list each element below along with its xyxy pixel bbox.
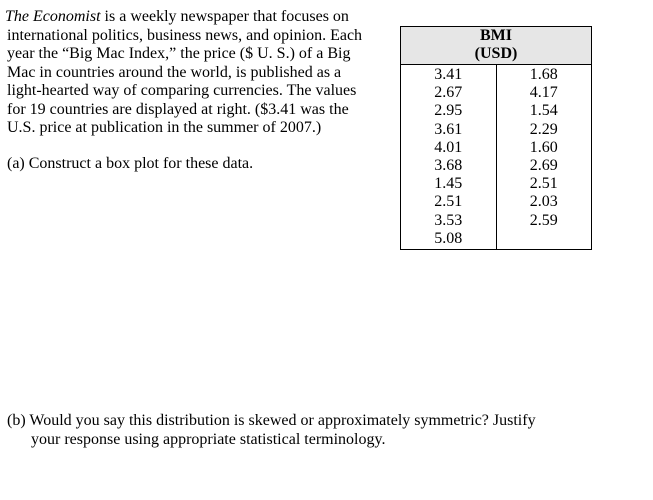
problem-intro xyxy=(5,8,385,138)
table-cell: 2.67 xyxy=(434,84,463,102)
publication-title: The Economist xyxy=(5,8,101,25)
table-cell: 2.59 xyxy=(529,211,558,229)
table-cell: 2.29 xyxy=(529,120,558,138)
table-column-1 xyxy=(401,65,497,249)
table-cell: 3.61 xyxy=(434,120,463,138)
intro-line-1 xyxy=(5,8,385,27)
intro-line-2: international politics, business news, and opinion. Each xyxy=(7,26,363,44)
bmi-data-table xyxy=(400,26,592,250)
table-cell: 2.51 xyxy=(529,175,558,193)
question-part-a: (a) Construct a box plot for these data. xyxy=(7,155,254,172)
table-cell: 3.41 xyxy=(434,66,463,83)
table-header-unit: (USD) xyxy=(474,45,518,62)
intro-line-7: U.S. price at publication in the summer of 2007.) xyxy=(7,119,322,136)
table-cell: 1.45 xyxy=(434,175,463,193)
table-cell: 2.95 xyxy=(434,102,463,120)
table-cell: 2.51 xyxy=(434,193,463,211)
table-body xyxy=(401,65,591,249)
intro-line-6: for 19 countries are displayed at right. ($3.41 was the xyxy=(7,100,349,118)
table-cell: 4.17 xyxy=(529,84,558,102)
table-cell: 2.03 xyxy=(529,193,558,211)
table-cell: 1.68 xyxy=(529,66,558,83)
intro-line-5: light-hearted way of comparing currencies. The values xyxy=(7,82,357,99)
table-cell: 2.69 xyxy=(529,156,558,174)
table-cell: 5.08 xyxy=(434,229,463,247)
intro-text-1: is a weekly newspaper that focuses on xyxy=(100,8,349,25)
part-b-line-1: (b) Would you say this distribution is skewed or approximately symmetric? Justify xyxy=(7,412,536,429)
table-header xyxy=(401,27,591,65)
question-part-b xyxy=(7,411,536,449)
table-cell: 4.01 xyxy=(434,138,463,156)
table-header-title: BMI xyxy=(480,27,512,44)
intro-line-3: year the “Big Mac Index,” the price ($ U. S.) of a Big xyxy=(7,45,351,62)
table-cell: 3.68 xyxy=(434,156,463,174)
table-column-2 xyxy=(497,65,592,249)
table-cell: 3.53 xyxy=(434,211,463,229)
intro-line-4: Mac in countries around the world, is published as a xyxy=(7,63,342,81)
part-b-line-2: your response using appropriate statistical terminology. xyxy=(31,431,386,448)
table-cell: 1.60 xyxy=(529,138,558,156)
table-cell: 1.54 xyxy=(529,102,558,120)
